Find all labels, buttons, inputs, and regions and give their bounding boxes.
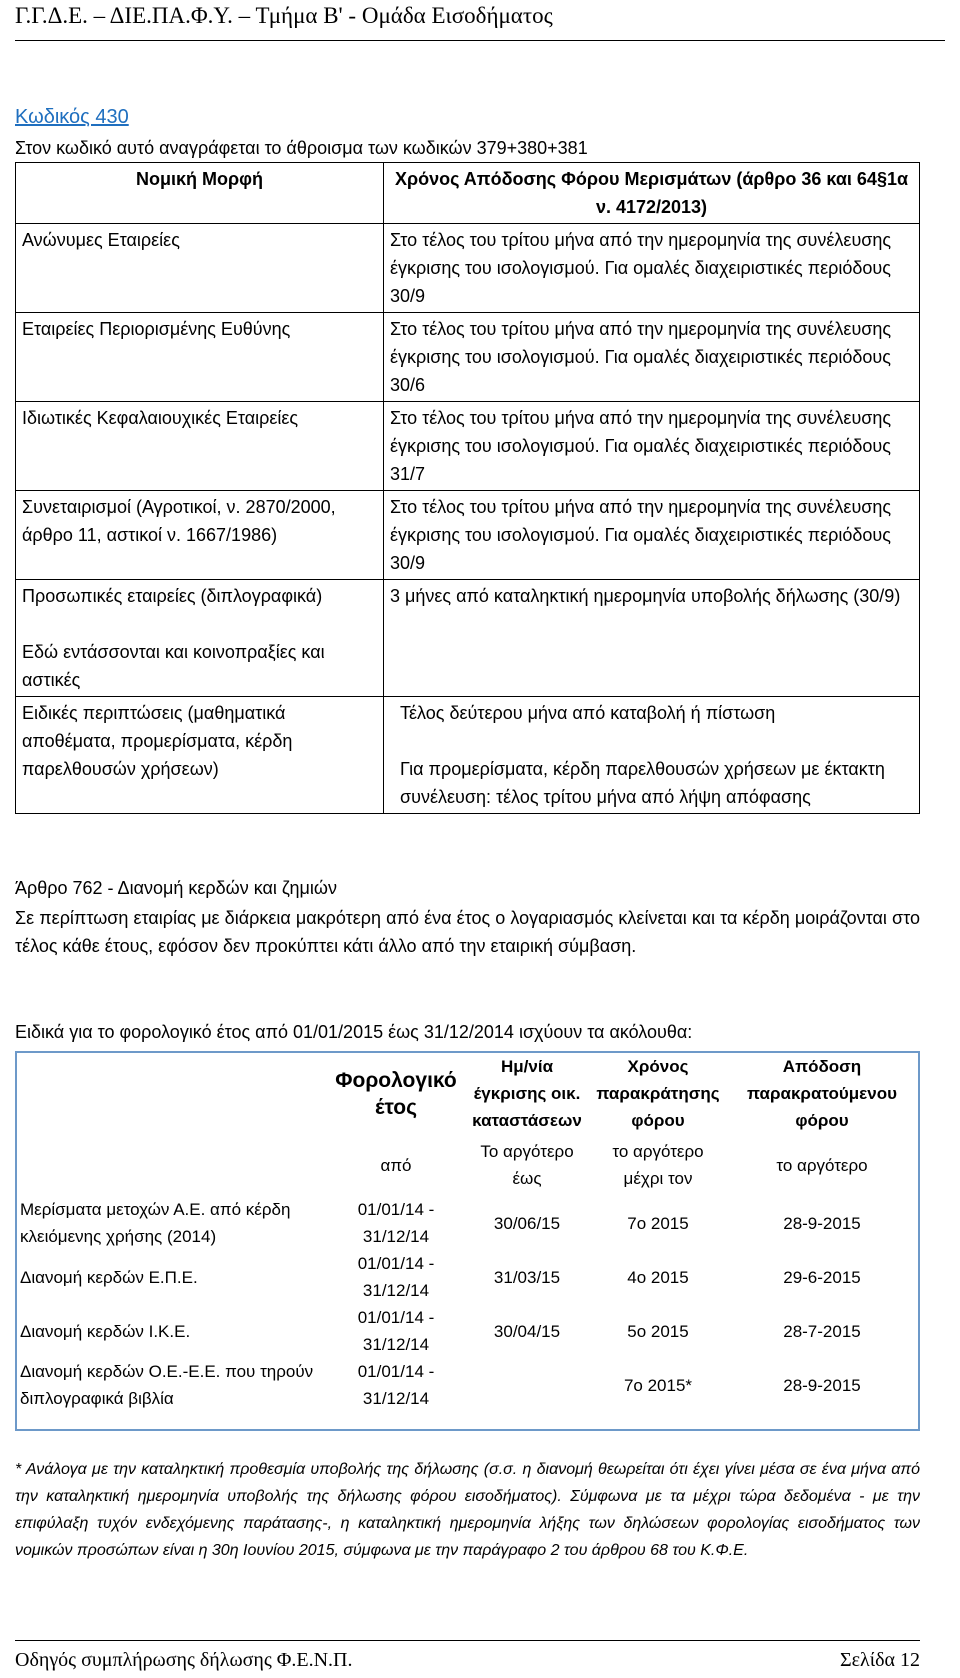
tax-header-empty: [16, 1052, 328, 1134]
tax-header-withholding-time: Χρόνος παρακράτησης φόρου: [596, 1057, 720, 1130]
payment-time-cell: Στο τέλος του τρίτου μήνα από την ημερομηνία της συνέλευσης έγκρισης του ισολογισμού. Για ομαλές διαχειριστικές περιόδους 31/7: [384, 402, 920, 491]
tax-row-withholding-time: 4ο 2015: [627, 1267, 689, 1287]
tax-row-label: Διανομή κερδών Ο.Ε.-Ε.Ε. που τηρούν διπλογραφικά βιβλία: [20, 1362, 314, 1408]
tax-table-row: [16, 1304, 919, 1358]
tax-table-header-row: [16, 1052, 919, 1134]
legal-form-cell: [16, 580, 384, 697]
legal-form-cell: Ανώνυμες Εταιρείες: [16, 224, 384, 313]
tax-header-payment: Απόδοση παρακρατούμενου φόρου: [746, 1057, 897, 1130]
tax-table-spacer-row: [16, 1412, 919, 1430]
page-footer: [15, 1640, 920, 1677]
tax-subheader-payment: το αργότερο: [776, 1155, 868, 1175]
article-title: Άρθρο 762 - Διανομή κερδών και ζημιών: [15, 878, 337, 898]
tax-subheader-fiscal-year: από: [380, 1155, 412, 1175]
legal-form-table: [15, 162, 920, 814]
article-body: Σε περίπτωση εταιρίας με διάρκεια μακρότερη από ένα έτος ο λογαριασμός κλείνεται και τα κέρδη μοιράζονται στο τέλος κάθε έτους, εφόσον δεν προκύπτει κάτι άλλο από την εταιρική σύμβαση.: [15, 908, 920, 956]
table-row: [16, 313, 920, 402]
section-title: Κωδικός 430: [15, 106, 129, 128]
tax-row-withholding-time: 7ο 2015*: [623, 1375, 693, 1395]
page-number: Σελίδα 12: [839, 1649, 920, 1671]
tax-subheader-approval-date: Το αργότερο έως: [480, 1142, 574, 1188]
tax-row-payment: 28-7-2015: [783, 1321, 861, 1341]
footnote: * Ανάλογα με την καταληκτική προθεσμία υποβολής της δήλωσης (σ.σ. η διανομή θεωρείται ότι έχει γίνει μέσα σε ένα μήνα από την καταληκτική ημερομηνία υποβολής της δήλωσης φόρου εισοδήματος). Σύμφωνα με τα μέχρι τώρα δεδομένα - με την επιφύλαξη τυχόν ενδεχόμενης παράτασης-, η καταληκτική ημερομηνία λήξης των δηλώσεων φορολογίας εισοδήματος των νομικών προσώπων είναι η 30η Ιουνίου 2015, σύμφωνα με την παράγραφο 2 του άρθρου 68 του Κ.Φ.Ε.: [15, 1461, 920, 1559]
table-row: [16, 697, 920, 814]
table-row: [16, 224, 920, 313]
tax-row-fiscal-year: 01/01/14 - 31/12/14: [357, 1200, 435, 1246]
tax-schedule-table: [15, 1051, 920, 1431]
page-header: [15, 0, 945, 41]
legal-form-cell: Εταιρείες Περιορισμένης Ευθύνης: [16, 313, 384, 402]
table-row: [16, 491, 920, 580]
section-intro: Στον κωδικό αυτό αναγράφεται το άθροισμα των κωδικών 379+380+381: [15, 138, 588, 158]
tax-header-approval-date: Ημ/νία έγκρισης οικ. καταστάσεων: [472, 1057, 582, 1130]
header-payment-time: Χρόνος Απόδοσης Φόρου Μερισμάτων (άρθρο 36 και 64§1α ν. 4172/2013): [384, 163, 920, 224]
tax-table-row: [16, 1358, 919, 1412]
tax-row-withholding-time: 5ο 2015: [627, 1321, 689, 1341]
payment-time-cell: Στο τέλος του τρίτου μήνα από την ημερομηνία της συνέλευσης έγκρισης του ισολογισμού. Για ομαλές διαχειριστικές περιόδους 30/6: [384, 313, 920, 402]
legal-form-text: Προσωπικές εταιρείες (διπλογραφικά): [22, 586, 323, 606]
tax-row-fiscal-year: 01/01/14 - 31/12/14: [357, 1362, 435, 1408]
tax-row-withholding-time: 7ο 2015: [627, 1213, 689, 1233]
tax-table-subheader-row: [16, 1134, 919, 1196]
header-legal-form: Νομική Μορφή: [16, 163, 384, 224]
tax-row-label: Μερίσματα μετοχών Α.Ε. από κέρδη κλειόμενης χρήσης (2014): [20, 1200, 291, 1246]
tax-subheader-withholding-time: το αργότερο μέχρι τον: [612, 1142, 704, 1188]
tax-row-fiscal-year: 01/01/14 - 31/12/14: [357, 1308, 435, 1354]
tax-row-approval-date: 31/03/15: [493, 1267, 561, 1287]
tax-table-row: [16, 1250, 919, 1304]
tax-table-row: [16, 1196, 919, 1250]
legal-form-cell: Ιδιωτικές Κεφαλαιουχικές Εταιρείες: [16, 402, 384, 491]
tax-row-fiscal-year: 01/01/14 - 31/12/14: [357, 1254, 435, 1300]
tax-row-payment: 28-9-2015: [783, 1213, 861, 1233]
footer-title: Οδηγός συμπλήρωσης δήλωσης Φ.Ε.Ν.Π.: [15, 1649, 353, 1671]
tax-row-approval-date: 30/04/15: [493, 1321, 561, 1341]
tax-header-fiscal-year: Φορολογικό έτος: [335, 1068, 457, 1119]
payment-time-text: Τέλος δεύτερου μήνα από καταβολή ή πίστωση: [400, 703, 776, 723]
table-row: [16, 580, 920, 697]
payment-time-cell: [384, 697, 920, 814]
header-title: Γ.Γ.Δ.Ε. – ΔΙΕ.ΠΑ.Φ.Υ. – Τμήμα Β' - Ομάδα Εισοδήματος: [15, 3, 553, 28]
tax-row-payment: 29-6-2015: [783, 1267, 861, 1287]
tax-row-label: Διανομή κερδών Ε.Π.Ε.: [20, 1267, 198, 1287]
tax-subheader-empty: [16, 1134, 328, 1196]
payment-time-cell: Στο τέλος του τρίτου μήνα από την ημερομηνία της συνέλευσης έγκρισης του ισολογισμού. Για ομαλές διαχειριστικές περιόδους 30/9: [384, 491, 920, 580]
tax-row-label: Διανομή κερδών Ι.Κ.Ε.: [20, 1321, 191, 1341]
legal-form-note: Εδώ εντάσσονται και κοινοπραξίες και αστικές: [22, 642, 325, 690]
tax-table-spacer: [16, 1412, 919, 1430]
legal-form-cell: Ειδικές περιπτώσεις (μαθηματικά αποθέματα, προμερίσματα, κέρδη παρελθουσών χρήσεων): [16, 697, 384, 814]
special-intro: Ειδικά για το φορολογικό έτος από 01/01/2015 έως 31/12/2014 ισχύουν τα ακόλουθα:: [15, 1022, 693, 1042]
tax-row-payment: 28-9-2015: [783, 1375, 861, 1395]
payment-time-cell: Στο τέλος του τρίτου μήνα από την ημερομηνία της συνέλευσης έγκρισης του ισολογισμού. Για ομαλές διαχειριστικές περιόδους 30/9: [384, 224, 920, 313]
payment-time-note: Για προμερίσματα, κέρδη παρελθουσών χρήσεων με έκτακτη συνέλευση: τέλος τρίτου μήνα από λήψη απόφασης: [400, 759, 885, 807]
legal-form-cell: Συνεταιρισμοί (Αγροτικοί, ν. 2870/2000, άρθρο 11, αστικοί ν. 1667/1986): [16, 491, 384, 580]
table-row: [16, 402, 920, 491]
tax-row-approval-date: 30/06/15: [493, 1213, 561, 1233]
payment-time-cell: 3 μήνες από καταληκτική ημερομηνία υποβολής δήλωσης (30/9): [384, 580, 920, 697]
tax-row-approval-date: [464, 1358, 590, 1412]
table-header-row: [16, 163, 920, 224]
